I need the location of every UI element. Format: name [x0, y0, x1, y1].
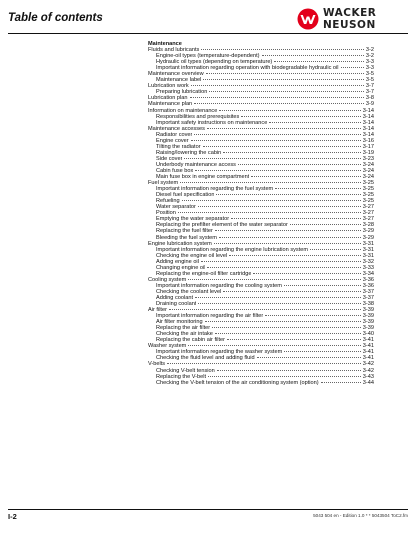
- toc-dot-leader: [209, 91, 364, 92]
- toc-entry-page: 3-27: [362, 204, 374, 211]
- toc-entry-title: Replacing the prefilter element of the water separator: [156, 222, 288, 229]
- toc-entry-page: 3-31: [362, 246, 374, 253]
- toc-entry-page: 3-8: [365, 95, 374, 102]
- toc-dot-leader: [178, 212, 361, 213]
- toc-list: [148, 41, 374, 386]
- toc-entry-title: Fuel system: [148, 180, 179, 187]
- toc-entry-page: 3-33: [362, 264, 374, 271]
- toc-entry-title: Lubrication work: [148, 83, 189, 90]
- toc-dot-leader: [184, 158, 360, 159]
- toc-dot-leader: [219, 110, 360, 111]
- toc-entry-title: Maintenance label: [156, 77, 202, 84]
- toc-dot-leader: [207, 267, 360, 268]
- toc-entry-page: 3-27: [362, 216, 374, 223]
- toc-entry-page: 3-31: [362, 252, 374, 259]
- toc-dot-leader: [253, 273, 360, 274]
- toc-entry-title: Bleeding the fuel system: [156, 234, 217, 241]
- toc-entry-page: 3-16: [362, 137, 374, 144]
- toc-entry-page: 3-24: [362, 161, 374, 168]
- toc-dot-leader: [167, 363, 361, 364]
- toc-entry-title: Air filter: [148, 307, 167, 314]
- toc-entry-page: 3-14: [362, 113, 374, 120]
- toc-entry-page: 3-24: [362, 174, 374, 181]
- toc-entry-page: 3-27: [362, 210, 374, 217]
- toc-dot-leader: [269, 122, 360, 123]
- toc-dot-leader: [262, 55, 364, 56]
- toc-entry-title: Important information regarding the washer system: [156, 349, 283, 356]
- toc-entry-page: 3-37: [362, 288, 374, 295]
- toc-dot-leader: [284, 285, 361, 286]
- toc-dot-leader: [203, 146, 361, 147]
- toc-entry-title: Diesel fuel specification: [156, 192, 215, 199]
- toc-entry-page: 3-25: [362, 180, 374, 187]
- toc-dot-leader: [182, 200, 361, 201]
- toc-entry-page: 3-39: [362, 319, 374, 326]
- toc-dot-leader: [201, 49, 364, 50]
- brand-line-1: WACKER: [323, 7, 377, 19]
- toc-entry-title: Information on maintenance: [148, 107, 218, 114]
- toc-dot-leader: [290, 224, 361, 225]
- toc-dot-leader: [223, 291, 360, 292]
- toc-entry-page: 3-3: [365, 59, 374, 66]
- toc-entry-title: Important information regarding the fuel system: [156, 186, 274, 193]
- toc-dot-leader: [198, 303, 360, 304]
- toc-entry-page: 3-7: [365, 83, 374, 90]
- toc-dot-leader: [195, 170, 360, 171]
- toc-entry-page: 3-17: [362, 143, 374, 150]
- toc-entry-page: 3-29: [362, 228, 374, 235]
- toc-dot-leader: [188, 345, 360, 346]
- toc-entry-title: Responsibilities and prerequisites: [156, 113, 240, 120]
- toc-dot-leader: [275, 188, 361, 189]
- toc-dot-leader: [169, 309, 361, 310]
- toc-entry-title: Maintenance: [148, 41, 182, 47]
- toc-dot-leader: [212, 327, 361, 328]
- toc-entry-title: Draining coolant: [156, 301, 197, 308]
- toc-entry-title: Maintenance overview: [148, 71, 204, 78]
- toc-dot-leader: [223, 152, 360, 153]
- toc-dot-leader: [191, 140, 361, 141]
- toc-dot-leader: [321, 382, 361, 383]
- toc-entry-page: 3-3: [365, 65, 374, 72]
- toc-entry-page: 3-25: [362, 192, 374, 199]
- toc-dot-leader: [180, 182, 361, 183]
- toc-entry-page: 3-41: [362, 349, 374, 356]
- toc-dot-leader: [208, 376, 361, 377]
- page-title: Table of contents: [8, 12, 103, 24]
- toc-entry-title: Important information regarding the air filter: [156, 313, 264, 320]
- toc-entry-page: 3-29: [362, 234, 374, 241]
- toc-entry-page: 3-25: [362, 198, 374, 205]
- toc-entry-page: 3-14: [362, 125, 374, 132]
- toc-entry-title: Important information regarding operation with biodegradable hydraulic oil: [156, 65, 339, 72]
- toc-entry-page: 3-38: [362, 301, 374, 308]
- toc-entry-title: Engine lubrication system: [148, 240, 212, 247]
- toc-dot-leader: [216, 194, 360, 195]
- toc-entry-title: Emptying the water separator: [156, 216, 230, 223]
- toc-entry-page: 3-39: [362, 313, 374, 320]
- toc-entry-title: Maintenance accesses: [148, 125, 205, 132]
- toc-entry-title: Raising/lowering the cabin: [156, 149, 222, 156]
- toc-entry-page: 3-41: [362, 343, 374, 350]
- toc-entry-title: Radiator cover: [156, 131, 193, 138]
- toc-dot-leader: [205, 321, 361, 322]
- toc-entry-title: Water separator: [156, 204, 196, 211]
- toc-entry-title: Replacing the cabin air filter: [156, 337, 226, 344]
- toc-entry-page: 3-39: [362, 307, 374, 314]
- toc-dot-leader: [227, 339, 361, 340]
- toc-entry-title: Checking the coolant level: [156, 288, 222, 295]
- toc-dot-leader: [203, 79, 364, 80]
- toc-dot-leader: [215, 230, 361, 231]
- toc-entry-page: 3-24: [362, 167, 374, 174]
- toc-entry-page: 3-36: [362, 276, 374, 283]
- toc-entry-page: 3-2: [365, 47, 374, 54]
- toc-dot-leader: [188, 279, 361, 280]
- toc-dot-leader: [241, 116, 360, 117]
- toc-dot-leader: [214, 243, 361, 244]
- brand-wordmark: [323, 7, 376, 31]
- toc-entry-page: 3-34: [362, 270, 374, 277]
- toc-entry-title: Replacing the V-belt: [156, 373, 207, 380]
- toc-entry-title: Underbody maintenance access: [156, 161, 236, 168]
- brand-mark-icon: [297, 8, 319, 30]
- toc-entry-title: Checking the V-belt tension of the air conditioning system (option): [156, 379, 319, 386]
- toc-entry-title: Checking V-belt tension: [156, 367, 215, 374]
- toc-entry-title: V-belts: [148, 361, 166, 368]
- toc-entry-title: Fluids and lubricants: [148, 47, 200, 54]
- toc-entry-page: 3-7: [365, 89, 374, 96]
- toc-entry-page: 3-25: [362, 186, 374, 193]
- toc-dot-leader: [251, 176, 361, 177]
- toc-dot-leader: [257, 357, 361, 358]
- toc-entry-page: 3-37: [362, 294, 374, 301]
- toc-dot-leader: [238, 164, 361, 165]
- toc-entry-title: Important information regarding the cooling system: [156, 282, 282, 289]
- toc-entry-title: Checking the fluid level and adding fluid: [156, 355, 255, 362]
- toc-entry-page: 3-14: [362, 131, 374, 138]
- toc-dot-leader: [310, 249, 361, 250]
- toc-entry-title: Main fuse box in engine compartment: [156, 174, 250, 181]
- toc-entry-title: Tilting the radiator: [156, 143, 201, 150]
- toc-entry-title: Hydraulic oil types (depending on temperature): [156, 59, 273, 66]
- toc-entry-page: 3-40: [362, 331, 374, 338]
- toc-entry-title: Adding engine oil: [156, 258, 199, 265]
- toc-entry-title: Changing engine oil: [156, 264, 206, 271]
- toc-entry-title: Air filter monitoring: [156, 319, 203, 326]
- toc-entry-page: 3-39: [362, 325, 374, 332]
- toc-entry-page: 3-5: [365, 77, 374, 84]
- toc-dot-leader: [274, 61, 364, 62]
- toc-entry-title: Side cover: [156, 155, 183, 162]
- header-divider: [8, 33, 408, 34]
- toc-entry-page: 3-31: [362, 240, 374, 247]
- toc-dot-leader: [265, 315, 361, 316]
- toc-dot-leader: [190, 97, 364, 98]
- toc-entry-title: Maintenance plan: [148, 101, 193, 108]
- toc-dot-leader: [284, 351, 361, 352]
- toc-entry-page: 3-41: [362, 355, 374, 362]
- page-number: I-2: [8, 512, 17, 521]
- toc-dot-leader: [341, 67, 364, 68]
- toc-entry-title: Replacing the fuel filter: [156, 228, 213, 235]
- toc-entry-page: 3-42: [362, 361, 374, 368]
- toc-entry-title: Preparing lubrication: [156, 89, 208, 96]
- document-reference: 5043 504 en - Edition 1.0 * * 5043504 ToC2.fm: [313, 513, 408, 518]
- toc-dot-leader: [198, 206, 361, 207]
- toc-dot-leader: [217, 370, 361, 371]
- toc-entry-title: Cooling system: [148, 276, 187, 283]
- toc-entry-title: Washer system: [148, 343, 187, 350]
- footer-divider: [8, 509, 408, 510]
- toc-entry-title: Important information regarding the engine lubrication system: [156, 246, 309, 253]
- toc-entry-title: Engine cover: [156, 137, 189, 144]
- toc-entry-title: Position: [156, 210, 176, 217]
- toc-dot-leader: [207, 128, 361, 129]
- toc-dot-leader: [194, 103, 364, 104]
- toc-entry-title: Refueling: [156, 198, 180, 205]
- toc-entry-title: Important safety instructions on maintenance: [156, 119, 268, 126]
- toc-entry[interactable]: [148, 380, 374, 386]
- toc-entry-title: Replacing the air filter: [156, 325, 211, 332]
- toc-dot-leader: [231, 218, 361, 219]
- toc-entry-page: 3-28: [362, 222, 374, 229]
- toc-entry-page: 3-44: [362, 379, 374, 386]
- toc-entry-title: Cabin fuse box: [156, 167, 194, 174]
- toc-dot-leader: [195, 297, 361, 298]
- toc-entry-page: 3-14: [362, 119, 374, 126]
- toc-entry-page: 3-43: [362, 373, 374, 380]
- toc-entry-page: 3-41: [362, 337, 374, 344]
- toc-dot-leader: [201, 261, 361, 262]
- toc-entry-page: 3-2: [365, 53, 374, 60]
- toc-dot-leader: [229, 255, 361, 256]
- toc-dot-leader: [219, 237, 361, 238]
- toc-entry-title: Checking the engine oil level: [156, 252, 228, 259]
- toc-entry-title: Replacing the engine-oil filter cartridge: [156, 270, 252, 277]
- toc-entry-page: 3-19: [362, 149, 374, 156]
- toc-entry-page: 3-5: [365, 71, 374, 78]
- toc-entry-page: 3-14: [362, 107, 374, 114]
- brand-line-2: NEUSON: [323, 19, 376, 31]
- toc-dot-leader: [191, 85, 364, 86]
- toc-entry-page: 3-23: [362, 155, 374, 162]
- toc-dot-leader: [206, 73, 364, 74]
- toc-entry-page: 3-9: [365, 101, 374, 108]
- toc-dot-leader: [194, 134, 360, 135]
- brand-logo: [297, 6, 409, 32]
- toc-entry-title: Engine-oil types (temperature-dependent): [156, 53, 260, 60]
- toc-entry-page: 3-32: [362, 258, 374, 265]
- toc-entry-title: Checking the air intake: [156, 331, 213, 338]
- toc-entry-title: Adding coolant: [156, 294, 194, 301]
- toc-entry-page: 3-36: [362, 282, 374, 289]
- toc-entry-title: Lubrication plan: [148, 95, 188, 102]
- toc-entry-page: 3-42: [362, 367, 374, 374]
- toc-dot-leader: [215, 333, 361, 334]
